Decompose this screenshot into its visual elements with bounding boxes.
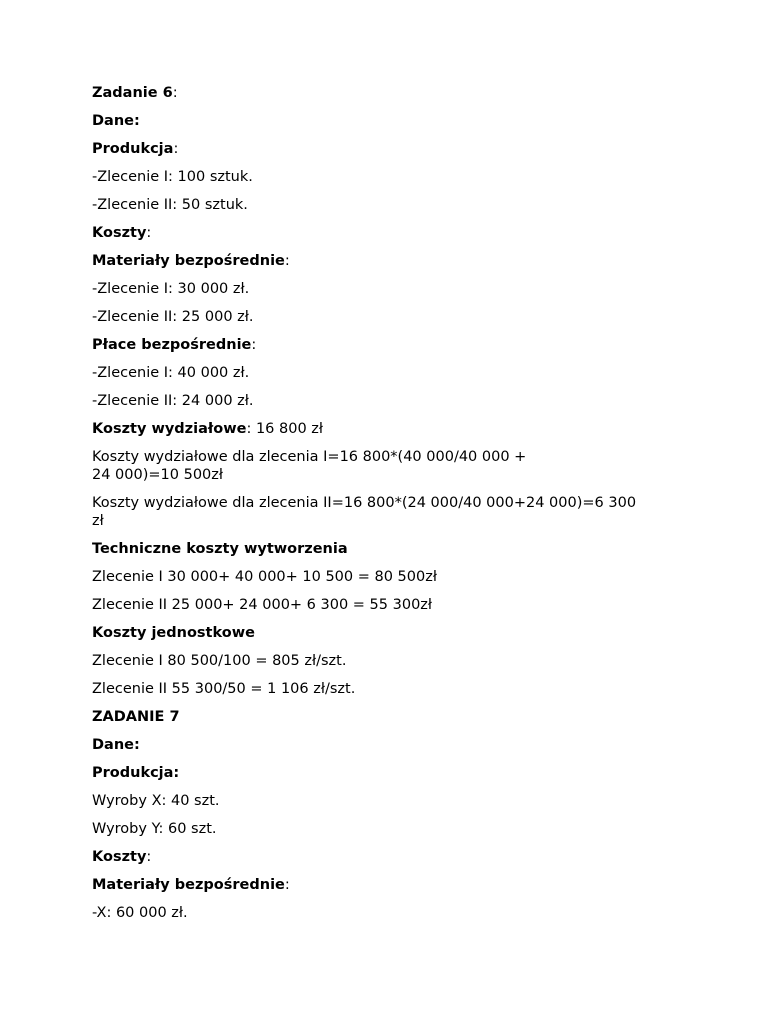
text-line — [92, 448, 692, 484]
line-bold: Koszty — [92, 849, 147, 865]
line-text: -Zlecenie I: 30 000 zł. — [92, 281, 250, 297]
line-text: -Zlecenie II: 25 000 zł. — [92, 309, 254, 325]
label-koszty-wydzialowe — [92, 420, 692, 438]
line-bold: ZADANIE 7 — [92, 709, 180, 725]
line-text: : — [284, 877, 290, 893]
line-text: : — [172, 85, 178, 101]
line-text: Zlecenie I 80 500/100 = 805 zł/szt. — [92, 653, 347, 669]
line-text: : — [284, 253, 290, 269]
label-dane — [92, 112, 692, 130]
line-text: Zlecenie II 55 300/50 = 1 106 zł/szt. — [92, 681, 356, 697]
line-text: Zlecenie II 25 000+ 24 000+ 6 300 = 55 300zł — [92, 597, 433, 613]
line-bold: Koszty jednostkowe — [92, 625, 255, 641]
line-text: Wyroby Y: 60 szt. — [92, 821, 217, 837]
line-bold: Dane: — [92, 113, 140, 129]
heading-zadanie-7 — [92, 708, 692, 726]
text-line — [92, 392, 692, 410]
line-text: -Zlecenie II: 50 sztuk. — [92, 197, 248, 213]
text-line — [92, 820, 692, 838]
line-text: -Zlecenie I: 40 000 zł. — [92, 365, 250, 381]
text-line — [92, 568, 692, 586]
text-line — [92, 904, 692, 922]
line-text: Zlecenie I 30 000+ 40 000+ 10 500 = 80 500zł — [92, 569, 437, 585]
label-produkcja — [92, 764, 692, 782]
text-line — [92, 792, 692, 810]
line-text: -Zlecenie I: 100 sztuk. — [92, 169, 253, 185]
label-techniczne-koszty — [92, 540, 692, 558]
label-materialy — [92, 252, 692, 270]
text-line — [92, 596, 692, 614]
line-text: : — [251, 337, 257, 353]
line-bold: Koszty wydziałowe — [92, 421, 247, 437]
line-bold: Techniczne koszty wytworzenia — [92, 541, 348, 557]
line-bold: Dane: — [92, 737, 140, 753]
line-text: : — [173, 141, 179, 157]
text-line — [92, 680, 692, 698]
line-text: Wyroby X: 40 szt. — [92, 793, 220, 809]
heading-zadanie-6 — [92, 84, 692, 102]
text-line — [92, 652, 692, 670]
text-line — [92, 494, 692, 530]
line-bold: Płace bezpośrednie — [92, 337, 252, 353]
label-dane — [92, 736, 692, 754]
label-produkcja — [92, 140, 692, 158]
text-line — [92, 280, 692, 298]
label-koszty — [92, 224, 692, 242]
text-line — [92, 168, 692, 186]
label-materialy — [92, 876, 692, 894]
line-text: Koszty wydziałowe dla zlecenia I=16 800*(40 000/40 000 + 24 000)=10 500zł — [92, 449, 527, 483]
line-bold: Materiały bezpośrednie — [92, 877, 285, 893]
label-koszty — [92, 848, 692, 866]
line-text: : — [146, 849, 152, 865]
text-line — [92, 364, 692, 382]
line-bold: Materiały bezpośrednie — [92, 253, 285, 269]
text-line — [92, 196, 692, 214]
line-text: : — [146, 225, 152, 241]
label-place — [92, 336, 692, 354]
line-text: -Zlecenie II: 24 000 zł. — [92, 393, 254, 409]
line-bold: Produkcja — [92, 141, 174, 157]
document-page — [92, 84, 692, 932]
line-text: : 16 800 zł — [246, 421, 324, 437]
line-text: Koszty wydziałowe dla zlecenia II=16 800*(24 000/40 000+24 000)=6 300 zł — [92, 495, 637, 529]
line-text: -X: 60 000 zł. — [92, 905, 188, 921]
line-bold: Zadanie 6 — [92, 85, 173, 101]
line-bold: Koszty — [92, 225, 147, 241]
line-bold: Produkcja: — [92, 765, 180, 781]
text-line — [92, 308, 692, 326]
label-koszty-jednostkowe — [92, 624, 692, 642]
